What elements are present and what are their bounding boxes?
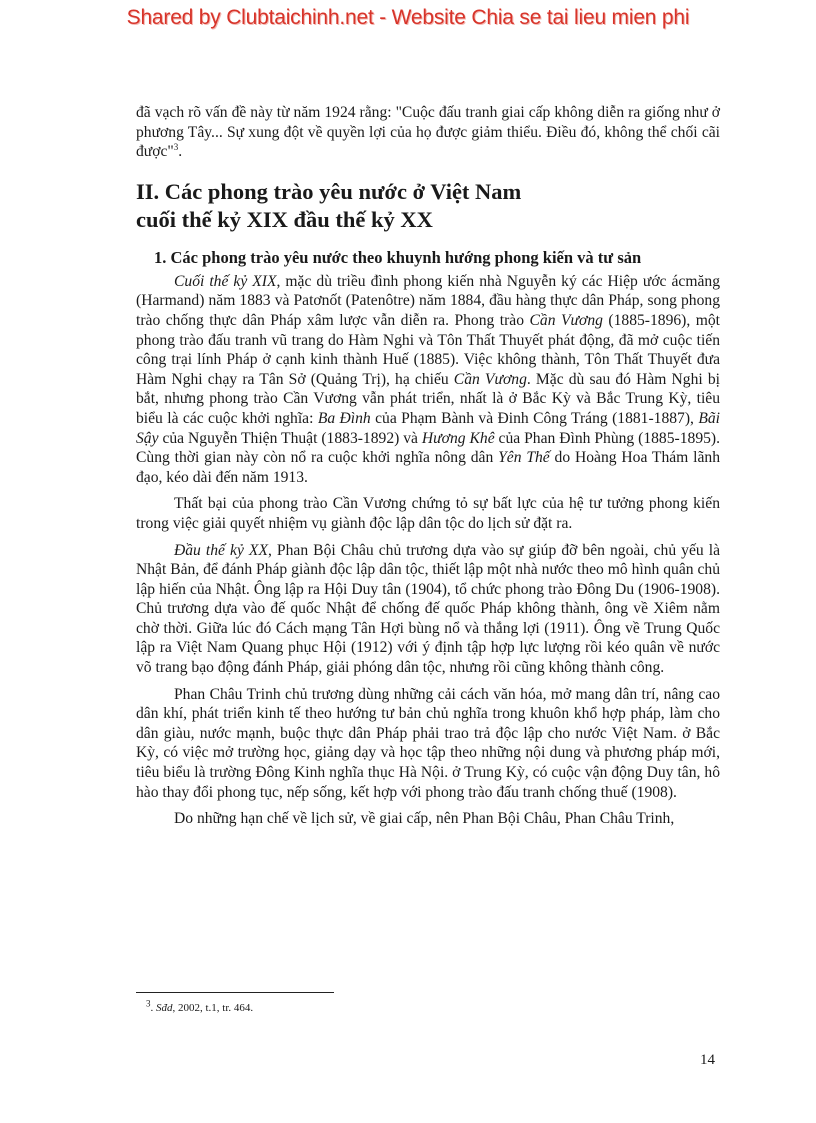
- text-run: của Phan Đình Phùng (1885-1895). Cùng thời gian này còn nổ ra cuộc khởi nghĩa nông dân: [136, 429, 720, 467]
- footnote-reference[interactable]: 3: [173, 142, 179, 152]
- footnote-divider: [136, 992, 334, 993]
- section-title-line-1: II. Các phong trào yêu nước ở Việt Nam: [136, 178, 522, 204]
- text-run: . Mặc dù sau đó Hàm Nghi bị bắt, nhưng phong trào Cần Vương vẫn phát triển, nhất là ở Bắc Kỳ và Bắc Trung Kỳ, tiêu biểu là các cuộc khởi nghĩa:: [136, 370, 720, 427]
- paragraph-can-vuong: [136, 272, 720, 488]
- footnote: [146, 998, 254, 1015]
- italic-term: Cần Vương: [453, 370, 527, 388]
- page-number: 14: [700, 1052, 715, 1068]
- paragraph-limitations: Do những hạn chế về lịch sử, về giai cấp, nên Phan Bội Châu, Phan Châu Trinh,: [174, 810, 675, 828]
- italic-term: Ba Đình: [317, 409, 371, 427]
- section-heading: [136, 178, 720, 234]
- section-title-line-2: cuối thế kỷ XIX đầu thế kỷ XX: [136, 206, 433, 232]
- text-run: của Phạm Bành và Đinh Công Tráng (1881-1887),: [370, 409, 699, 427]
- italic-term: Cuối thế kỷ XIX: [174, 272, 277, 290]
- italic-term: Bãi Sậy: [136, 409, 720, 447]
- paragraph-phan-chau-trinh: Phan Châu Trinh chủ trương dùng những cải cách văn hóa, mở mang dân trí, nâng cao dân khí, phát triển kinh tế theo hướng tư bản chủ nghĩa trong khuôn khổ hợp pháp, làm cho dân giàu, nước mạnh, buộc thực dân Pháp phải trao trả độc lập cho nước Việt Nam. ở Bắc Kỳ, có việc mở trường học, giảng dạy và học tập theo những nội dung và phương pháp mới, tiêu biểu là trường Đông Kinh nghĩa thục Hà Nội. ở Trung Kỳ, có cuộc vận động Duy tân, hô hào thay đổi phong tục, nếp sống, kết hợp với phong trào đấu tranh chống thuế (1908).: [136, 685, 720, 801]
- footnote-detail: , 2002, t.1, tr. 464.: [172, 1002, 254, 1014]
- text-run: của Nguyễn Thiện Thuật (1883-1892) và: [158, 429, 422, 447]
- intro-period: .: [178, 143, 183, 161]
- text-run: (1885-1896), một phong trào đấu tranh vũ trang do Hàm Nghi và Tôn Thất Thuyết phát động, đã mở cuộc tiến công trại lính Pháp ở cạnh kinh thành Huế (1885). Việc không thành, Tôn Thất Thuyết đưa Hàm Nghi chạy ra Tân Sở (Quảng Trị), hạ chiếu: [136, 311, 720, 388]
- intro-paragraph: [136, 103, 720, 162]
- intro-text: đã vạch rõ vấn đề này từ năm 1924 rằng: "Cuộc đấu tranh giai cấp không diễn ra giống như ở phương Tây... Sự xung đột về quyền lợi của họ được giảm thiểu. Điều đó, không thể chối cãi được": [136, 104, 720, 161]
- italic-term: Yên Thế: [498, 449, 550, 467]
- footnote-dot: .: [150, 1002, 156, 1014]
- paragraph-failure: Thất bại của phong trào Cần Vương chứng tỏ sự bất lực của hệ tư tưởng phong kiến trong việc giải quyết nhiệm vụ giành độc lập dân tộc do lịch sử đặt ra.: [136, 495, 720, 532]
- italic-term: Cần Vương: [529, 311, 603, 329]
- text-run: do Hoàng Hoa Thám lãnh đạo, kéo dài đến năm 1913.: [136, 449, 720, 486]
- text-run: , mặc dù triều đình phong kiến nhà Nguyễn ký các Hiệp ước ácmăng (Harmand) năm 1883 và Patơnốt (Patenôtre) năm 1884, đầu hàng thực dân Pháp, song phong trào chống thực dân Pháp xâm lược vẫn diễn ra. Phong trào: [136, 272, 720, 329]
- footnote-mark: 3: [146, 998, 151, 1009]
- paragraph-phan-boi-chau: [136, 541, 720, 678]
- page-body: [136, 103, 720, 829]
- text-run: , Phan Bội Châu chủ trương dựa vào sự giúp đỡ bên ngoài, chủ yếu là Nhật Bản, để đánh Pháp giành độc lập dân tộc, thiết lập một nhà nước theo mô hình quân chủ lập hiến của Nhật. Ông lập ra Hội Duy tân (1904), tổ chức phong trào Đông Du (1906-1908). Chủ trương dựa vào đế quốc Nhật để chống đế quốc Pháp không thành, ông về Xiêm nằm chờ thời. Giữa lúc đó Cách mạng Tân Hợi bùng nổ và thắng lợi (1911). Ông về Trung Quốc lập ra Việt Nam Quang phục Hội (1912) với ý định tập hợp lực lượng rồi kéo quân về nước võ trang bạo động đánh Pháp, giải phóng dân tộc, nhưng rồi cũng không thành công.: [136, 541, 720, 677]
- watermark: Shared by Clubtaichinh.net - Website Chia se tai lieu mien phi: [126, 6, 690, 29]
- italic-term: Hương Khê: [421, 429, 495, 447]
- subsection-heading: 1. Các phong trào yêu nước theo khuynh hướng phong kiến và tư sản: [154, 247, 642, 267]
- italic-term: Đầu thế kỷ XX: [174, 541, 268, 559]
- footnote-source: Sđd: [156, 1002, 173, 1014]
